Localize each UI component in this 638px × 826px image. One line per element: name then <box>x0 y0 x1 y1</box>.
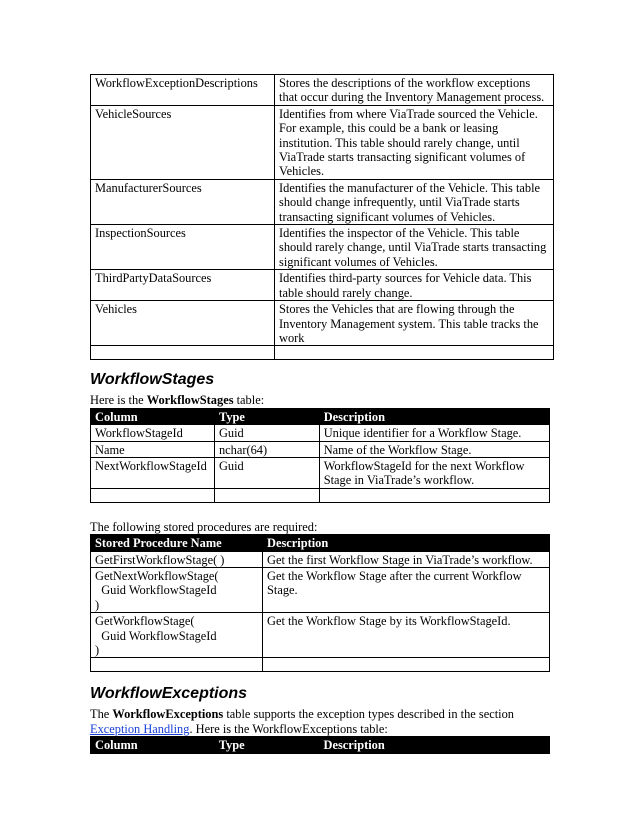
column-header: Column <box>91 408 215 424</box>
table-name-cell: ThirdPartyDataSources <box>91 270 275 301</box>
stored-procedures-intro: The following stored procedures are required: <box>90 519 318 534</box>
empty-cell <box>275 346 554 360</box>
document-page <box>90 74 550 754</box>
column-header: Description <box>319 408 549 424</box>
table-row <box>91 613 550 658</box>
description-cell: Name of the Workflow Stage. <box>319 441 549 457</box>
table-row <box>91 105 554 179</box>
table-desc-cell: Identifies from where ViaTrade sourced the Vehicle. For example, this could be a bank or leasing institution. This table should rarely change, until ViaTrade starts transacting significant volumes of Vehicles. <box>275 105 554 179</box>
table-row <box>91 179 554 224</box>
table-desc-cell: Stores the descriptions of the workflow exceptions that occur during the Inventory Management process. <box>275 75 554 106</box>
column-header: Description <box>263 535 550 551</box>
table-header-row <box>91 535 550 551</box>
table-name-cell: ManufacturerSources <box>91 179 275 224</box>
table-row <box>91 425 550 441</box>
empty-row <box>91 488 550 502</box>
section-heading-workflow-stages: WorkflowStages <box>90 371 215 389</box>
description-cell: Unique identifier for a Workflow Stage. <box>319 425 549 441</box>
type-cell: nchar(64) <box>214 441 319 457</box>
procedure-desc-cell: Get the Workflow Stage after the current Workflow Stage. <box>263 567 550 612</box>
column-header: Column <box>91 737 215 753</box>
stored-procedures-table <box>90 534 550 672</box>
table-name-cell: InspectionSources <box>91 225 275 270</box>
table-row <box>91 225 554 270</box>
column-cell: NextWorkflowStageId <box>91 457 215 488</box>
empty-row <box>91 346 554 360</box>
empty-cell <box>91 346 275 360</box>
workflow-stages-intro <box>90 393 550 407</box>
type-cell: Guid <box>214 457 319 488</box>
table-desc-cell: Stores the Vehicles that are flowing through the Inventory Management system. This table tracks the work <box>275 301 554 346</box>
intro-text: table: <box>233 393 265 408</box>
table-name-cell: Vehicles <box>91 301 275 346</box>
procedure-name-cell: GetFirstWorkflowStage( ) <box>91 551 263 567</box>
empty-row <box>91 658 550 672</box>
column-cell: WorkflowStageId <box>91 425 215 441</box>
table-header-row <box>91 408 550 424</box>
intro-bold-text: WorkflowExceptions <box>112 707 224 722</box>
column-header: Description <box>319 737 549 753</box>
empty-cell <box>91 488 215 502</box>
procedure-desc-cell: Get the first Workflow Stage in ViaTrade’s workflow. <box>263 551 550 567</box>
empty-cell <box>319 488 549 502</box>
intro-text: The <box>90 707 113 722</box>
description-cell: WorkflowStageId for the next Workflow Stage in ViaTrade’s workflow. <box>319 457 549 488</box>
intro-text: . Here is the WorkflowExceptions table: <box>189 721 388 736</box>
section-heading-workflow-exceptions: WorkflowExceptions <box>90 685 248 703</box>
type-cell: Guid <box>214 425 319 441</box>
table-row <box>91 441 550 457</box>
tables-description-table <box>90 74 554 360</box>
workflow-stages-table <box>90 408 550 503</box>
table-name-cell: WorkflowExceptionDescriptions <box>91 75 275 106</box>
procedure-name-cell: GetWorkflowStage( Guid WorkflowStageId ) <box>91 613 263 658</box>
empty-cell <box>214 488 319 502</box>
table-desc-cell: Identifies third-party sources for Vehicle data. This table should rarely change. <box>275 270 554 301</box>
table-name-cell: VehicleSources <box>91 105 275 179</box>
table-header-row <box>91 737 550 753</box>
table-row <box>91 567 550 612</box>
workflow-exceptions-intro <box>90 707 550 736</box>
table-desc-cell: Identifies the manufacturer of the Vehicle. This table should change infrequently, until ViaTrade starts transacting significant volumes of Vehicles. <box>275 179 554 224</box>
table-row <box>91 270 554 301</box>
column-header: Type <box>214 737 319 753</box>
procedure-name-cell: GetNextWorkflowStage( Guid WorkflowStageId ) <box>91 567 263 612</box>
column-header: Stored Procedure Name <box>91 535 263 551</box>
procedure-desc-cell: Get the Workflow Stage by its WorkflowStageId. <box>263 613 550 658</box>
exception-handling-link[interactable]: Exception Handling <box>90 721 190 736</box>
column-header: Type <box>214 408 319 424</box>
workflow-exceptions-table <box>90 736 550 753</box>
column-cell: Name <box>91 441 215 457</box>
empty-cell <box>91 658 263 672</box>
table-row <box>91 75 554 106</box>
empty-cell <box>263 658 550 672</box>
table-desc-cell: Identifies the inspector of the Vehicle. This table should rarely change, until ViaTrade starts transacting significant volumes of Vehicles. <box>275 225 554 270</box>
table-row <box>91 457 550 488</box>
table-row <box>91 301 554 346</box>
intro-bold-text: WorkflowStages <box>146 393 234 408</box>
intro-text: Here is the <box>90 393 147 408</box>
table-row <box>91 551 550 567</box>
intro-text: table supports the exception types described in the section <box>223 707 514 722</box>
